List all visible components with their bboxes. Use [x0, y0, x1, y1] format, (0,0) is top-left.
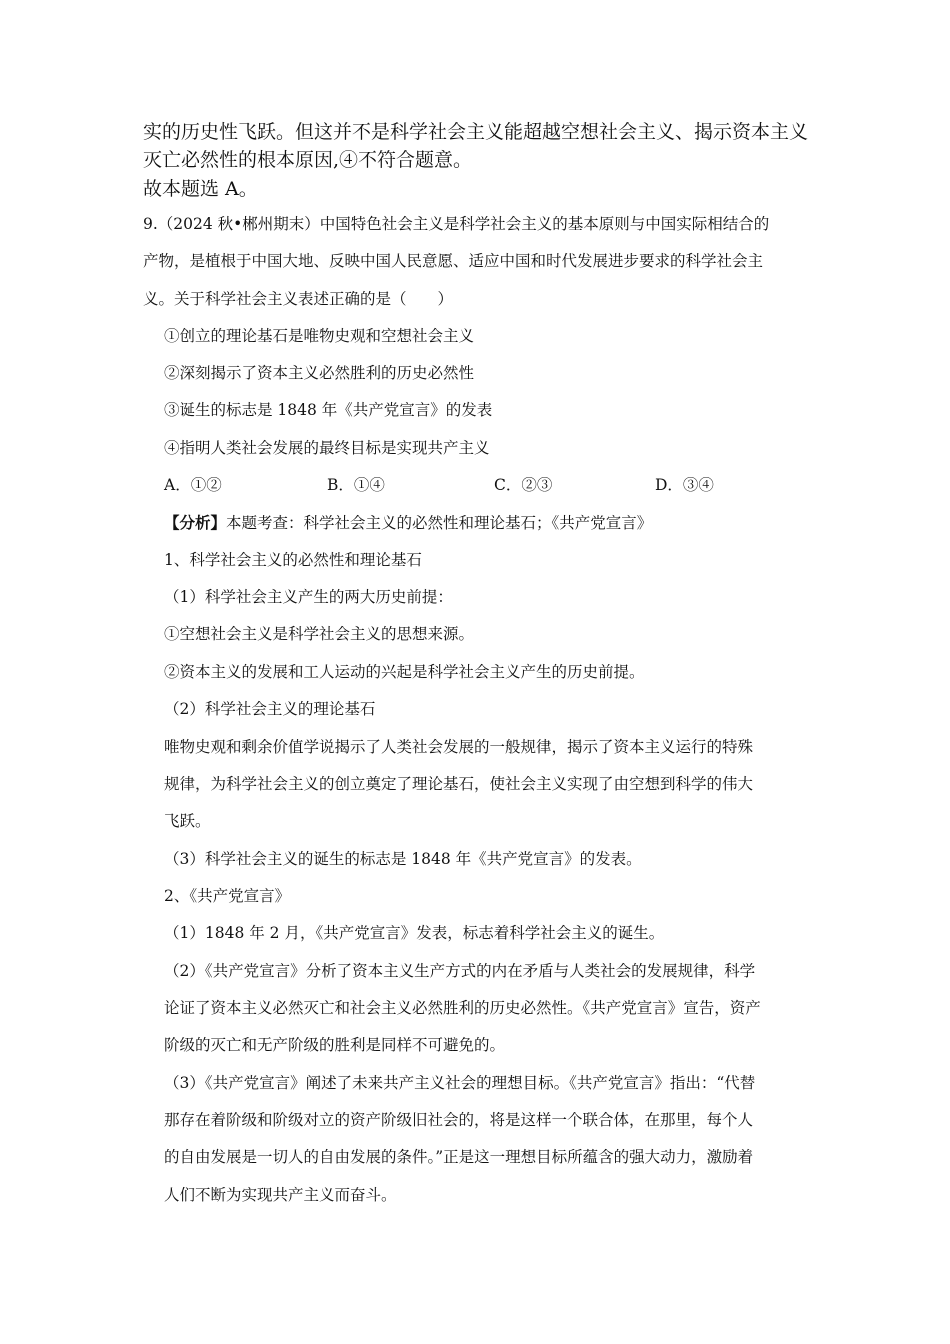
prev-explanation-line-1: 实的历史性飞跃。但这并不是科学社会主义能超越空想社会主义、揭示资本主义 [143, 121, 809, 143]
analysis-line-6: 唯物史观和剩余价值学说揭示了人类社会发展的一般规律，揭示了资本主义运行的特殊 [164, 738, 754, 756]
analysis-line-15: （3）《共产党宣言》阐述了未来共产主义社会的理想目标。《共产党宣言》指出：“代替 [164, 1074, 756, 1092]
analysis-line-3: ①空想社会主义是科学社会主义的思想来源。 [164, 625, 475, 643]
option-a: A．①② [164, 476, 222, 494]
question-stem-line-2: 产物，是植根于中国大地、反映中国人民意愿、适应中国和时代发展进步要求的科学社会主 [143, 252, 764, 270]
analysis-line-2: （1）科学社会主义产生的两大历史前提： [164, 588, 453, 606]
statement-4: ④指明人类社会发展的最终目标是实现共产主义 [164, 439, 490, 457]
option-b: B．①④ [327, 476, 385, 494]
statement-3: ③诞生的标志是 1848 年《共产党宣言》的发表 [164, 401, 493, 419]
analysis-line-4: ②资本主义的发展和工人运动的兴起是科学社会主义产生的历史前提。 [164, 663, 645, 681]
statement-2: ②深刻揭示了资本主义必然胜利的历史必然性 [164, 364, 475, 382]
analysis-intro: 本题考查：科学社会主义的必然性和理论基石；《共产党宣言》 [226, 514, 653, 532]
analysis-heading [164, 511, 652, 533]
prev-answer-conclusion: 故本题选 A。 [143, 178, 258, 200]
option-d: D．③④ [655, 476, 714, 494]
analysis-line-10: 2、《共产党宣言》 [164, 887, 291, 905]
prev-explanation-line-2: 灭亡必然性的根本原因,④不符合题意。 [143, 149, 473, 171]
question-stem-line-3: 义。关于科学社会主义表述正确的是（ ） [143, 290, 454, 308]
analysis-label: 【分析】 [164, 513, 227, 532]
analysis-line-14: 阶级的灭亡和无产阶级的胜利是同样不可避免的。 [164, 1036, 506, 1054]
analysis-line-5: （2）科学社会主义的理论基石 [164, 700, 376, 718]
option-c: C．②③ [494, 476, 553, 494]
analysis-line-9: （3）科学社会主义的诞生的标志是 1848 年《共产党宣言》的发表。 [164, 850, 642, 868]
analysis-line-16: 那存在着阶级和阶级对立的资产阶级旧社会的，将是这样一个联合体，在那里，每个人 [164, 1111, 754, 1129]
analysis-line-18: 人们不断为实现共产主义而奋斗。 [164, 1186, 397, 1204]
question-stem-line-1: 9.（2024 秋•郴州期末）中国特色社会主义是科学社会主义的基本原则与中国实际相结合的 [143, 215, 770, 233]
analysis-line-17: 的自由发展是一切人的自由发展的条件。”正是这一理想目标所蕴含的强大动力，激励着 [164, 1148, 754, 1166]
analysis-line-12: （2）《共产党宣言》分析了资本主义生产方式的内在矛盾与人类社会的发展规律，科学 [164, 962, 756, 980]
analysis-line-13: 论证了资本主义必然灭亡和社会主义必然胜利的历史必然性。《共产党宣言》宣告，资产 [164, 999, 761, 1017]
analysis-line-1: 1、科学社会主义的必然性和理论基石 [164, 551, 422, 569]
analysis-line-11: （1）1848 年 2 月，《共产党宣言》发表，标志着科学社会主义的诞生。 [164, 924, 665, 942]
statement-1: ①创立的理论基石是唯物史观和空想社会主义 [164, 327, 475, 345]
analysis-line-7: 规律，为科学社会主义的创立奠定了理论基石，使社会主义实现了由空想到科学的伟大 [164, 775, 754, 793]
analysis-line-8: 飞跃。 [164, 812, 211, 830]
